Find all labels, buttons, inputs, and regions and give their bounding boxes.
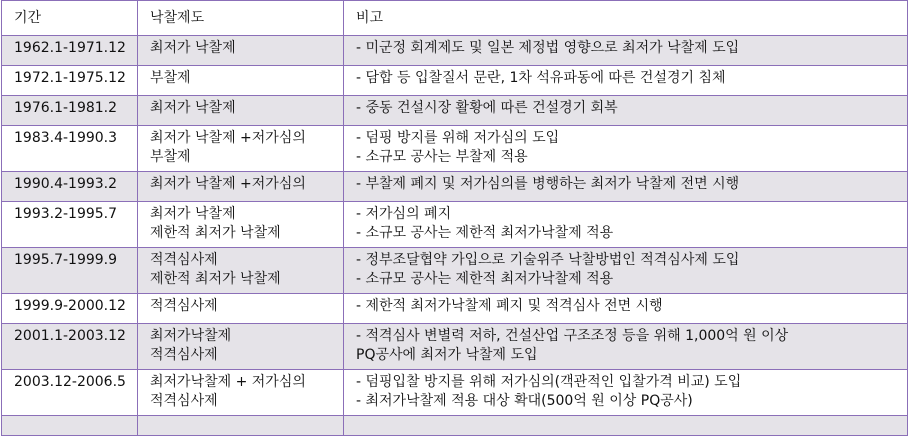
period-cell: 1962.1-1971.12 [2,36,138,66]
period-cell: 1976.1-1981.2 [2,96,138,126]
note-cell: - 담합 등 입찰질서 문란, 1차 석유파동에 따른 건설경기 침체 [344,66,908,96]
period-cell: 1990.4-1993.2 [2,172,138,202]
system-cell: 최저가낙찰제 적격심사제 [138,324,344,370]
system-cell: 적격심사제 제한적 최저가 낙찰제 [138,248,344,294]
table-row [2,36,908,66]
note-cell: - 제한적 최저가낙찰제 폐지 및 적격심사 전면 시행 [344,294,908,324]
note-cell [344,416,908,436]
system-cell [138,416,344,436]
table-row [2,202,908,248]
note-cell: - 저가심의 폐지 - 소규모 공사는 제한적 최저가낙찰제 적용 [344,202,908,248]
table-row [2,324,908,370]
table-header-row [2,1,908,36]
note-cell: - 중동 건설시장 활황에 따른 건설경기 회복 [344,96,908,126]
table-row [2,172,908,202]
system-cell: 최저가 낙찰제 [138,96,344,126]
note-cell: - 미군정 회계제도 및 일본 제정법 영향으로 최저가 낙찰제 도입 [344,36,908,66]
note-cell: - 부찰제 폐지 및 저가심의를 병행하는 최저가 낙찰제 전면 시행 [344,172,908,202]
table-row [2,370,908,416]
system-cell: 최저가 낙찰제 +저가심의 [138,172,344,202]
note-cell: - 덤핑입찰 방지를 위해 저가심의(객관적인 입찰가격 비교) 도입 - 최저가낙찰제 적용 대상 확대(500억 원 이상 PQ공사) [344,370,908,416]
period-cell: 1993.2-1995.7 [2,202,138,248]
table-row [2,96,908,126]
period-cell: 1983.4-1990.3 [2,126,138,172]
system-cell: 부찰제 [138,66,344,96]
header-bidding-system: 낙찰제도 [138,1,344,36]
period-cell: 1999.9-2000.12 [2,294,138,324]
table-row [2,126,908,172]
header-remarks: 비고 [344,1,908,36]
table-row [2,294,908,324]
system-cell: 최저가 낙찰제 [138,36,344,66]
note-cell: - 정부조달협약 가입으로 기술위주 낙찰방법인 적격심사제 도입 - 소규모 공사는 제한적 최저가낙찰제 적용 [344,248,908,294]
system-cell: 적격심사제 [138,294,344,324]
note-cell: - 적격심사 변별력 저하, 건설산업 구조조정 등을 위해 1,000억 원 이상 PQ공사에 최저가 낙찰제 도입 [344,324,908,370]
system-cell: 최저가 낙찰제 제한적 최저가 낙찰제 [138,202,344,248]
table-row-partial [2,416,908,436]
table-row [2,66,908,96]
period-cell: 1995.7-1999.9 [2,248,138,294]
bidding-system-history-table [1,0,908,436]
system-cell: 최저가낙찰제 + 저가심의 적격심사제 [138,370,344,416]
period-cell: 1972.1-1975.12 [2,66,138,96]
header-period: 기간 [2,1,138,36]
period-cell: 2003.12-2006.5 [2,370,138,416]
table-row [2,248,908,294]
period-cell [2,416,138,436]
system-cell: 최저가 낙찰제 +저가심의 부찰제 [138,126,344,172]
note-cell: - 덤핑 방지를 위해 저가심의 도입 - 소규모 공사는 부찰제 적용 [344,126,908,172]
period-cell: 2001.1-2003.12 [2,324,138,370]
